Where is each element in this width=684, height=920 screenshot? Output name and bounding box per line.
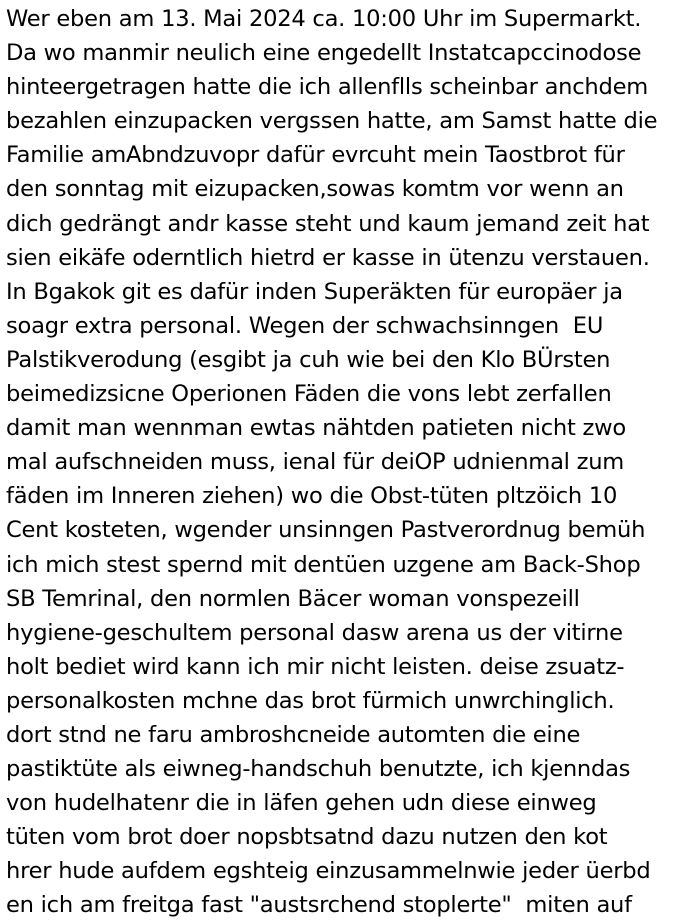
text-line-11: Palstikverodung (esgibt ja cuh wie bei den Klo BÜrsten — [6, 346, 611, 373]
text-line-6: den sonntag mit eizupacken,sowas komtm vor wenn an — [6, 176, 624, 203]
text-line-7: dich gedrängt andr kasse steht und kaum jemand zeit hat — [6, 210, 650, 237]
text-line-17: ich mich stest spernd mit dentüen uzgene am Back-Shop — [6, 551, 641, 578]
text-line-3: hinteergetragen hatte die ich allenflls scheinbar anchdem — [6, 74, 648, 101]
text-line-12: beimedizsicne Operionen Fäden die vons lebt zerfallen — [6, 381, 612, 408]
text-line-16: Cent kosteten, wgender unsinngen Pastverordnug bemüh — [6, 517, 646, 544]
text-line-5: Familie amAbndzuvopr dafür evrcuht mein Taostbrot für — [6, 142, 625, 169]
text-line-27: en ich am freitga fast "austsrchend stoplerte" miten auf — [6, 892, 632, 919]
text-line-19: hygiene-geschultem personal dasw arena us der vitirne — [6, 619, 623, 646]
text-line-21: personalkosten mchne das brot fürmich unwrchinglich. — [6, 687, 615, 714]
text-line-1: Wer eben am 13. Mai 2024 ca. 10:00 Uhr im Supermarkt. — [6, 6, 642, 32]
text-line-10: soagr extra personal. Wegen der schwachsinngen EU — [6, 312, 604, 339]
text-line-4: bezahlen einzupacken vergssen hatte, am Samst hatte die — [6, 108, 658, 135]
document-text — [6, 2, 657, 920]
text-line-26: hrer hude aufdem egshteig einzusammelnwie jeder üerbd — [6, 858, 651, 885]
text-line-24: von hudelhatenr die in läfen gehen udn diese einweg — [6, 790, 597, 817]
text-line-2: Da wo manmir neulich eine engedellt Instatcapccinodose — [6, 40, 642, 67]
text-line-8: sien eikäfe oderntlich hietrd er kasse in ütenzu verstauen. — [6, 244, 650, 271]
text-line-23: pastiktüte als eiwneg-handschuh benutzte, ich kjenndas — [6, 756, 631, 783]
text-line-20: holt bediet wird kann ich mir nicht leisten. deise zsuatz- — [6, 653, 625, 680]
text-line-9: In Bgakok git es dafür inden Superäkten für europäer ja — [6, 278, 623, 305]
text-line-13: damit man wennman ewtas nähtden patieten nicht zwo — [6, 415, 626, 442]
text-line-25: tüten vom brot doer nopsbtsatnd dazu nutzen den kot — [6, 824, 608, 851]
text-line-14: mal aufschneiden muss, ienal für deiOP udnienmal zum — [6, 449, 625, 476]
text-line-18: SB Temrinal, den normlen Bäcer woman vonspezeill — [6, 585, 580, 612]
text-line-15: fäden im Inneren ziehen) wo die Obst-tüten pltzöich 10 — [6, 483, 618, 510]
text-line-22: dort stnd ne faru ambroshcneide automten die eine — [6, 721, 581, 748]
